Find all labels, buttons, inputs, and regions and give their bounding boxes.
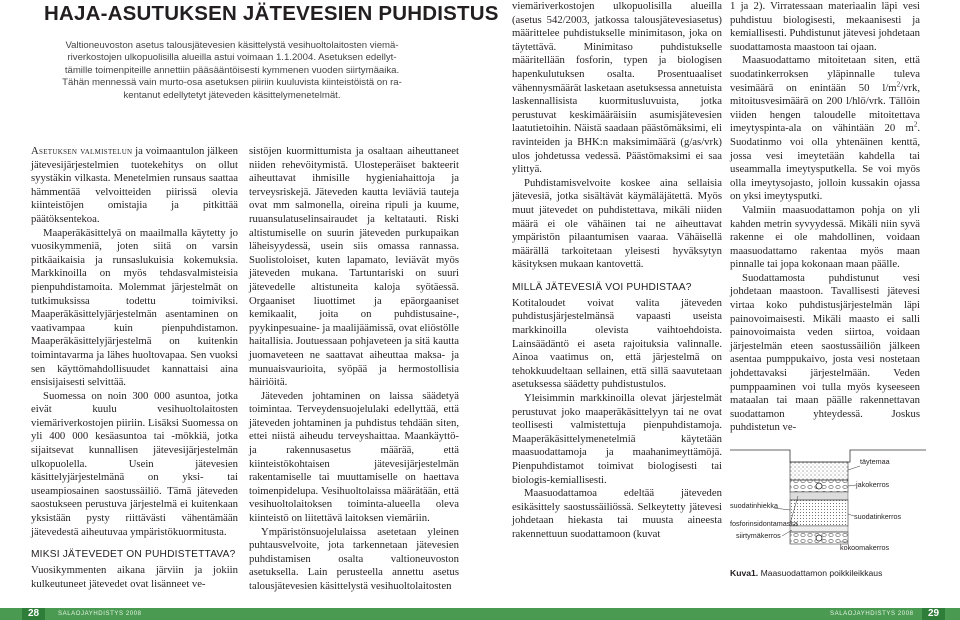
column-1 — [31, 145, 238, 591]
superscript: 2 — [896, 80, 901, 88]
label-filter-layer: suodatinkerros — [854, 512, 902, 521]
column-4-paragraph: 1 ja 2). Virratessaan materiaalin läpi vesi puhdistuu biologisesti, mekaanisesti ja kemiallisesti. Puhdistunut jätevesi johdetaan suodattamosta maastoon tai ojaan. — [730, 0, 920, 53]
lead-line: Valtioneuvoston asetus talousjätevesien käsittelystä vesihuoltolaitosten viemä- — [65, 40, 399, 51]
column-3-paragraph: viemäriverkostojen ulkopuolisilla alueilla (asetus 542/2003, jatkossa talousjätevesiasetus) määrittelee puhdistukselle minimitason, joka on täytettävä. Minimitaso puhdistukselle määritellään fosforin, typen ja biologisen hapenkulutuksen osalta. Prosentuaaliset vähennysmäärät lasketaan asetuksessa annetuista laskennallisista kuormitusluvuista, jotka perustuvat keskimääräisiin asumisjätevesien laatutietoihin. Näistä saadaan päästömäksimi, eli ravinteiden ja BHK:n maksimimäärä (g/as/vrk) ulos johdetussa vedessä. Päästömaksimi ei saa ylittyä. — [512, 0, 722, 176]
section-heading-methods: MILLÄ JÄTEVESIÄ VOI PUHDISTAA? — [512, 281, 692, 293]
dimension-text: . Suodatinmo voi olla yhtenäinen kenttä, jossa vesi imeytetään kahdella tai useammalla imeytysputkella. Se voi myös olla imeytysojasto, jolloin kussakin ojassa on yksi imeytysputki. — [730, 122, 920, 203]
ground-line — [730, 450, 926, 462]
column-4-paragraph: Suodattamosta puhdistunut vesi johdetaan maastoon. Tavallisesti jätevesi virtaa koko puhdistusjärjestelmän läpi painovoimaisesti. Mikäli maasto ei salli painovoimaista veden siirtoa, voidaan järjestelmän eteen saostussäiliön jälkeen asentaa pumppukaivo, josta vesi nostetaan johdettavaksi järjestelmään. Veden pumppaaminen voi tulla myös kyseeseen mataalan tai maan päälle rakennettavan suodattamon yhteydessä. Joskus puhdistetun ve- — [730, 271, 920, 434]
label-transition: siirtymäkerros — [736, 531, 781, 540]
column-4-paragraph: Valmiin maasuodattamon pohja on yli kahden metrin syvyydessä. Mikäli niin syvä rakenne ei ole mahdollinen, voidaan maasuodattamo rakentaa myös maan pinnalle tai jopa kokonaan maan päälle. — [730, 203, 920, 271]
column-1-paragraph: Vuosikymmenten aikana järviin ja jokiin kulkeutuneet jätevedet ovat lisänneet ve- — [31, 564, 238, 590]
label-phosphorus: fosforinsidontamassa — [730, 519, 798, 528]
page-title: HAJA-ASUTUKSEN JÄTEVESIEN PUHDISTUS — [44, 2, 499, 25]
column-1-paragraph — [31, 145, 238, 227]
right-page-number: 29 — [922, 608, 945, 620]
left-publisher: SALAOJAYHDISTYS 2008 — [58, 611, 142, 617]
lead-line: kentanut edellytetyt jäteveden käsittelymenetelmät. — [123, 89, 341, 101]
caption-label: Kuva1. — [730, 568, 759, 578]
label-collection: kokoomakerros — [840, 543, 890, 552]
column-4 — [730, 0, 920, 435]
right-publisher: SALAOJAYHDISTYS 2008 — [830, 611, 914, 617]
label-distribution: jakokerros — [856, 480, 890, 489]
column-4-paragraph — [730, 54, 920, 204]
column-2-paragraph: Jäteveden johtaminen on laissa säädetyä toimintaa. Terveydensuojelulaki edellyttää, että jäteveden johtaminen ja puhdistus tehdään siten, ettei niistä aiheudu terveyshaittaa. Maankäyttö- ja rakennusasetus määrää, että kiinteistökohtaisen jätevesijärjestelmän rakentamiselle tai muuttamiselle on haettava toimenpidelupa. Vesihuoltolaissa määrätään, että vesihuoltolaitoksen toiminta-alueella oleva kiinteistö on liitettävä laitoksen viemäriin. — [249, 389, 459, 525]
dimension-text: /vrk, mitoitusvesimäärä on 200 l/hlö/vrk. Tällöin viiden hengen taloudelle mitoitettava imeytyspinta-ala on vähintään 20 m — [730, 81, 920, 135]
collection-pipe — [816, 535, 822, 541]
column-3 — [512, 0, 722, 542]
lead-line: riverkostojen ulkopuolisilla alueilla astui voimaan 1.1.2004. Asetuksen edellyt- — [67, 52, 397, 64]
section-heading-why: MIKSI JÄTEVEDET ON PUHDISTETTAVA? — [31, 549, 236, 561]
column-3-paragraph: Maasuodattamoa edeltää jäteveden esikäsittely saostussäiliössä. Selkeytetty jätevesi johdetaan hiekasta tai muusta aineesta rakennettuun suodattamoon (kuvat — [512, 487, 722, 540]
lead-paragraph — [62, 40, 402, 102]
lead-line: tämille toimenpiteille annettiin pääsääntöisesti kymmenen vuoden siirtymäaika. — [64, 64, 400, 76]
column-2 — [249, 145, 459, 594]
figure-caption — [730, 568, 882, 578]
phosphorus-binding-layer — [790, 492, 848, 500]
column-2-paragraph: Ympäristönsuojelulaissa asetetaan yleinen puhtausvelvoite, jota tarkennetaan jätevesien puhdistamisen osalta valtioneuvoston asetuksella. Lain perusteella annettu asetus talousjätevesien käsittelystä vesihuoltolaitosten — [249, 525, 459, 592]
intro-smallcaps: Asetuksen valmistelun — [31, 145, 133, 157]
label-backfill: täytemaa — [860, 457, 890, 466]
left-page-number: 28 — [22, 608, 45, 620]
column-2-paragraph: sistöjen kuormittumista ja osaltaan aiheuttaneet niiden rehevöitymistä. Ulosteperäiset bakteerit aiheuttavat ihmisille hygieniahaittoja ja terveysriskejä. Jäteveden kautta leviäviä tauteja ovat mm salmonella, oireina ripuli ja kuume, ruuansulatuselinsairaudet ja keltatauti. Riski altistumiselle on suurin jäteveden purkupaikan läheisyydessä, usein siis omassa rannassa. Suolistoloiset, kuten lapamato, leviävät myös jäteveden mukana. Tartuntariski on suuri jätevedelle altistuneita kaloja syötäessä. Orgaaniset liuottimet ja epäorgaaniset kemikaalit, joita on puhdistusaine-, pyykinpesuaine- ja maalijäämissä, ovat eliöstölle haitallisia. Joutuessaan pohjaveteen ja sitä kautta juomaveteen ne saattavat aiheuttaa maksa- ja munuaisvaurioita, syöpää ja hermostollisia häiriöitä. — [249, 145, 459, 389]
footer-bar — [0, 608, 960, 620]
lead-line: Tähän mennessä vain murto-osa asetuksen piiriin kuuluvista kiinteistöistä on ra- — [62, 77, 402, 89]
intro-text: ja voimaantulon jälkeen jätevesijärjestelmien tuotekehitys on ollut syystäkin vilkasta. Menetelmien runsaus saattaa hämmentää velvoitteiden piirissä olevia kiinteistöjen omistajia ja pitkittää päätöksentekoa. — [31, 145, 239, 225]
transition-layer — [790, 526, 848, 532]
column-1-paragraph: Maaperäkäsittelyä on maailmalla käytetty jo vuosikymmeniä, joten siitä on varsin pitkäaikaisia ja runsaslukuisia kokemuksia. Markkinoilla on myös tehdasvalmisteisia pienpuhdistamoita. Molemmat järjestelmät on tutkimuksissa todettu toimiviksi. Maaperäkäsittelyjärjestelmän asentaminen on vaativampaa kuin pienpuhdistamon. Maaperäkäsittelyjärjestelmä on kuitenkin toimintavarma ja lähes huoltovapaa. Sen vuoksi sen käyttömahdollisuudet kannattaisi aina ensisijaisesti selvittää. — [31, 226, 238, 389]
backfill-layer — [790, 462, 848, 480]
cross-section-diagram — [730, 442, 926, 567]
column-3-paragraph: Puhdistamisvelvoite koskee aina sellaisia jätevesiä, jotka sisältävät käymäläjätettä. Myös muut jätevedet on puhdistettava, mikäli niiden määrä ei ole vähäinen tai ne aiheuttavat ympäristön pilaantumisen vaaraa. Vähäisellä määrällä tarkoitetaan yleisesti hyväksytyn käsityksen mukaan kantovettä. — [512, 176, 722, 271]
column-1-paragraph: Suomessa on noin 300 000 asuntoa, jotka eivät kuulu vesihuoltolaitosten viemäriverkostojen piiriin. Lisäksi Suomessa on yli 400 000 kesäasuntoa tai -mökkiä, jotka sijaitsevat kunnallisen jätevesijärjestelmän ulkopuolella. Usein jätevesien käsittelyjärjestelmänä on yksi- tai useampiosainen saostussäiliö. Tämä jäteveden saostukseen perustuva järjestelmä ei kuitenkaan yksistään pysty riittävästi vähentämään jätevedestä aiheutuvaa ympäristökuormitusta. — [31, 389, 238, 538]
superscript: 2 — [913, 120, 918, 129]
column-3-paragraph: Yleisimmin markkinoilla olevat järjestelmät perustuvat joko maaperäkäsittelyyn tai ne ovat teollisesti valmistettuja pienpuhdistamoja. Maaperäkäsittelymenetelmiä käytetään maasuodattamoja ja maahanimeyttämöjä. Pienpuhdistamot toimivat biologisesti tai biologis-kemiallisesti. — [512, 392, 722, 486]
filter-sand-layer — [790, 500, 848, 526]
dimension-text: Maasuodattamo mitoitetaan siten, että suodatinkerroksen yläpinnalle tuleva vesimäärä on enintään 50 l/m — [730, 54, 920, 94]
caption-text: Maasuodattamon poikkileikkaus — [760, 568, 883, 578]
column-3-paragraph: Kotitaloudet voivat valita jäteveden puhdistusjärjestelmänsä vapaasti useista markkinoilla olevista vaihtoehdoista. Lainsäädäntö ei aseta rajoituksia valinnalle. Ainoa vaatimus on, että järjestelmä on tehokkuudeltaan sellainen, että sillä saavutetaan asetuksessa säädetty puhdistustulos. — [512, 296, 722, 391]
label-filter-sand: suodatinhiekka — [730, 501, 778, 510]
distribution-pipe — [816, 483, 822, 489]
filter-cross-section-figure — [730, 442, 926, 577]
